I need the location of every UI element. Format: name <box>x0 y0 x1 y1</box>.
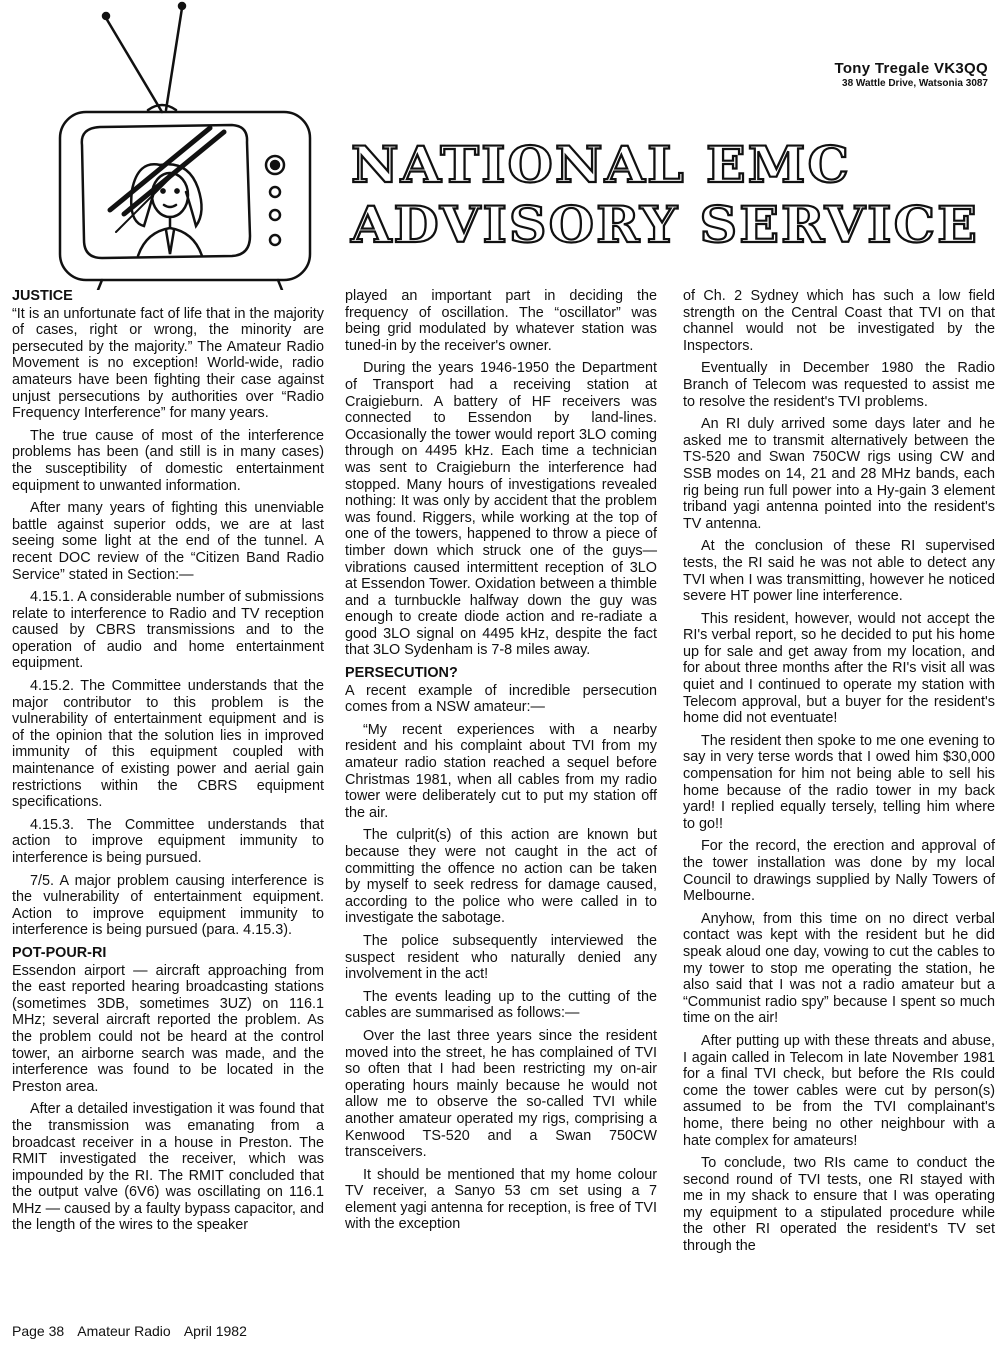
issue-date: April 1982 <box>183 1323 247 1339</box>
article-column-2 <box>345 288 657 1239</box>
article-paragraph: “It is an unfortunate fact of life that in the majority of cases, right or wrong, the minority are persecuted by the majority.” The Amateur Radio Movement is no exception! World-wide, radio amateurs have been fighting their case against unjust persecutions by authorities over “Radio Frequency Interference” for many years. <box>12 305 324 422</box>
article-column-3 <box>683 288 995 1261</box>
article-paragraph: Essendon airport — aircraft approaching from the east reported hearing broadcasting stations (sometimes 3DB, sometimes 3UZ) on 116.1 MHz; several aircraft reported the problem. As the problem could not be heard at the control tower, an airborne search was made, and the interference was found to be located in the Preston area. <box>12 962 324 1095</box>
article-paragraph: 4.15.1. A considerable number of submissions relate to interference to Radio and TV reception caused by CBRS transmissions and to the operation of audio and home entertainment equipment. <box>12 589 324 672</box>
article-paragraph: The culprit(s) of this action are known but because they were not caught in the act of committing the offence no action can be taken by myself to seek redress for damage caused, according to the police who were called in to investigate the sabotage. <box>345 827 657 927</box>
article-paragraph: For the record, the erection and approval of the tower installation was done by my local Council to drawings supplied by Nally Towers of Melbourne. <box>683 838 995 905</box>
page-footer <box>12 1323 257 1339</box>
tv-drawing <box>20 0 330 290</box>
article-paragraph: A recent example of incredible persecution comes from a NSW amateur:— <box>345 682 657 716</box>
article-paragraph: Anyhow, from this time on no direct verbal contact was kept with the resident but he did speak aloud one day, vowing to cut the cables to my tower to stop me operating the station, he also said that I was not a radio amateur but a “Communist radio spy” because I spent so much time on the air! <box>683 910 995 1027</box>
article-paragraph: An RI duly arrived some days later and he asked me to transmit alternatively between the TS-520 and Swan 750CW rigs using CW and SSB modes on 14, 21 and 28 MHz bands, each rig being run full power into a Hy-gain 3 element triband yagi antenna pointed into the resident's TV antenna. <box>683 416 995 532</box>
page-number: Page 38 <box>12 1323 65 1339</box>
article-paragraph: During the years 1946-1950 the Department of Transport had a receiving station at Craigieburn. A battery of HF receivers was connected to Essendon by land-lines. Occasionally the tower would report 3LO coming through on 4495 kHz. Each time a technician was sent to Craigieburn the interference had stopped. Many hours of investigations revealed nothing: It was only by accident that the problem was found. Riggers, while working at the top of one of the towers, happened to throw a piece of timber down which struck one of the guys—vibrations caused intermittent reception of 3LO at Essendon Tower. Oxidation between a thimble and a turnbuckle halfway down the guy was enough to create diode action and re-radiate a good 3LO signal on 4495 kHz, despite the fact that 3LO Sydenham is 7-8 miles away. <box>345 360 657 659</box>
author-address: 38 Wattle Drive, Watsonia 3087 <box>842 78 988 89</box>
article-paragraph: Eventually in December 1980 the Radio Branch of Telecom was requested to assist me to resolve the resident's TVI problems. <box>683 360 995 410</box>
article-paragraph: This resident, however, would not accept the RI's verbal report, so he decided to put his home up for sale and get away from my location, and for about three months after the RI's visit all was quiet and I continued to operate my station with Telecom approval, but a buyer for the resident's home did not eventuate! <box>683 610 995 727</box>
article-paragraph: To conclude, two RIs came to conduct the second round of TVI tests, one RI stayed with me in my shack to ensure that I was operating my equipment to a stipulated procedure while the other RI operated the resident's TV set through the <box>683 1155 995 1255</box>
section-heading: JUSTICE <box>12 288 73 304</box>
article-paragraph: of Ch. 2 Sydney which has such a low field strength on the Central Coast that TVI on that channel would not be investigated by the Inspectors. <box>683 288 995 354</box>
section-heading: PERSECUTION? <box>345 665 458 682</box>
byline <box>835 60 989 89</box>
article-paragraph: played an important part in deciding the frequency of oscillation. The “oscillator” was being grid modulated by whatever station was tuned-in by the receiver's owner. <box>345 288 657 354</box>
headline-line-2: ADVISORY SERVICE <box>349 195 979 250</box>
article-headline <box>335 132 995 250</box>
article-paragraph: It should be mentioned that my home colour TV receiver, a Sanyo 53 cm set using a 7 element yagi antenna for reception, is free of TVI with the exception <box>345 1166 657 1233</box>
tv-illustration <box>20 0 330 290</box>
article-paragraph: After putting up with these threats and abuse, I again called in Telecom in late November 1981 for a final TVI check, but before the RIs could come the tower cables were cut by person(s) assumed to be from the TVI complainant's home, there being no other neighbour with a hate complex for amateurs! <box>683 1032 995 1149</box>
author-name: Tony Tregale VK3QQ <box>834 60 988 77</box>
article-paragraph: Over the last three years since the resident moved into the street, he has complained of TVI so often that I had been restricting my on-air operating hours mainly because he would not allow me to observe the so-called TVI while another amateur operated my rigs, comprising a Kenwood TS-520 and a Swan 750CW transceivers. <box>345 1027 657 1161</box>
article-paragraph: 4.15.2. The Committee understands that the major contributor to this problem is the vulnerability of entertainment equipment and is of the opinion that the solution lies in improved immunity of this equipment coupled with maintenance of existing power and aerial gain restrictions within the CBRS equipment specifications. <box>12 678 324 811</box>
article-paragraph: 4.15.3. The Committee understands that action to improve equipment immunity to interference is being pursued. <box>12 816 324 866</box>
article-paragraph: The police subsequently interviewed the suspect resident who naturally denied any involvement in the act! <box>345 932 657 983</box>
headline-svg <box>335 132 995 250</box>
article-paragraph: 7/5. A major problem causing interference is the vulnerability of entertainment equipment. Action to improve equipment immunity to interference is being pursued (para. 4.15.3). <box>12 872 324 939</box>
magazine-name: Amateur Radio <box>77 1323 171 1339</box>
article-paragraph: The resident then spoke to me one evening to say in very terse words that I owed him $30,000 compensation for him not being able to sell his home because of the radio tower in my back yard! I replied equally tersely, telling him where to go!! <box>683 732 995 832</box>
article-paragraph: “My recent experiences with a nearby resident and his complaint about TVI from my amateur radio station reached a sequel before Christmas 1981, when all cables from my radio tower were deliberately cut to put my station off the air. <box>345 721 657 821</box>
article-column-1 <box>12 288 324 1240</box>
article-paragraph: The true cause of most of the interference problems has been (and still is in many cases) the susceptibility of domestic entertainment equipment to unwanted information. <box>12 427 324 494</box>
article-paragraph: At the conclusion of these RI supervised tests, the RI said he was not able to detect any TVI when I was transmitting, however he noticed severe HT power line interference. <box>683 538 995 605</box>
article-paragraph: After many years of fighting this unenviable battle against superior odds, we are at last seeing some light at the end of the tunnel. A recent DOC review of the “Citizen Band Radio Service” stated in Section:— <box>12 500 324 583</box>
section-heading: POT-POUR-RI <box>12 944 107 961</box>
article-paragraph: The events leading up to the cutting of the cables are summarised as follows:— <box>345 988 657 1022</box>
article-paragraph: After a detailed investigation it was found that the transmission was emanating from a broadcast receiver in a house in Preston. The RMIT investigated the receiver, which was impounded by the RI. The RMIT concluded that the output valve (6V6) was oscillating on 116.1 MHz — caused by a faulty bypass capacitor, and the length of the wires to the speaker <box>12 1101 324 1234</box>
headline-line-1: NATIONAL EMC <box>351 135 851 194</box>
